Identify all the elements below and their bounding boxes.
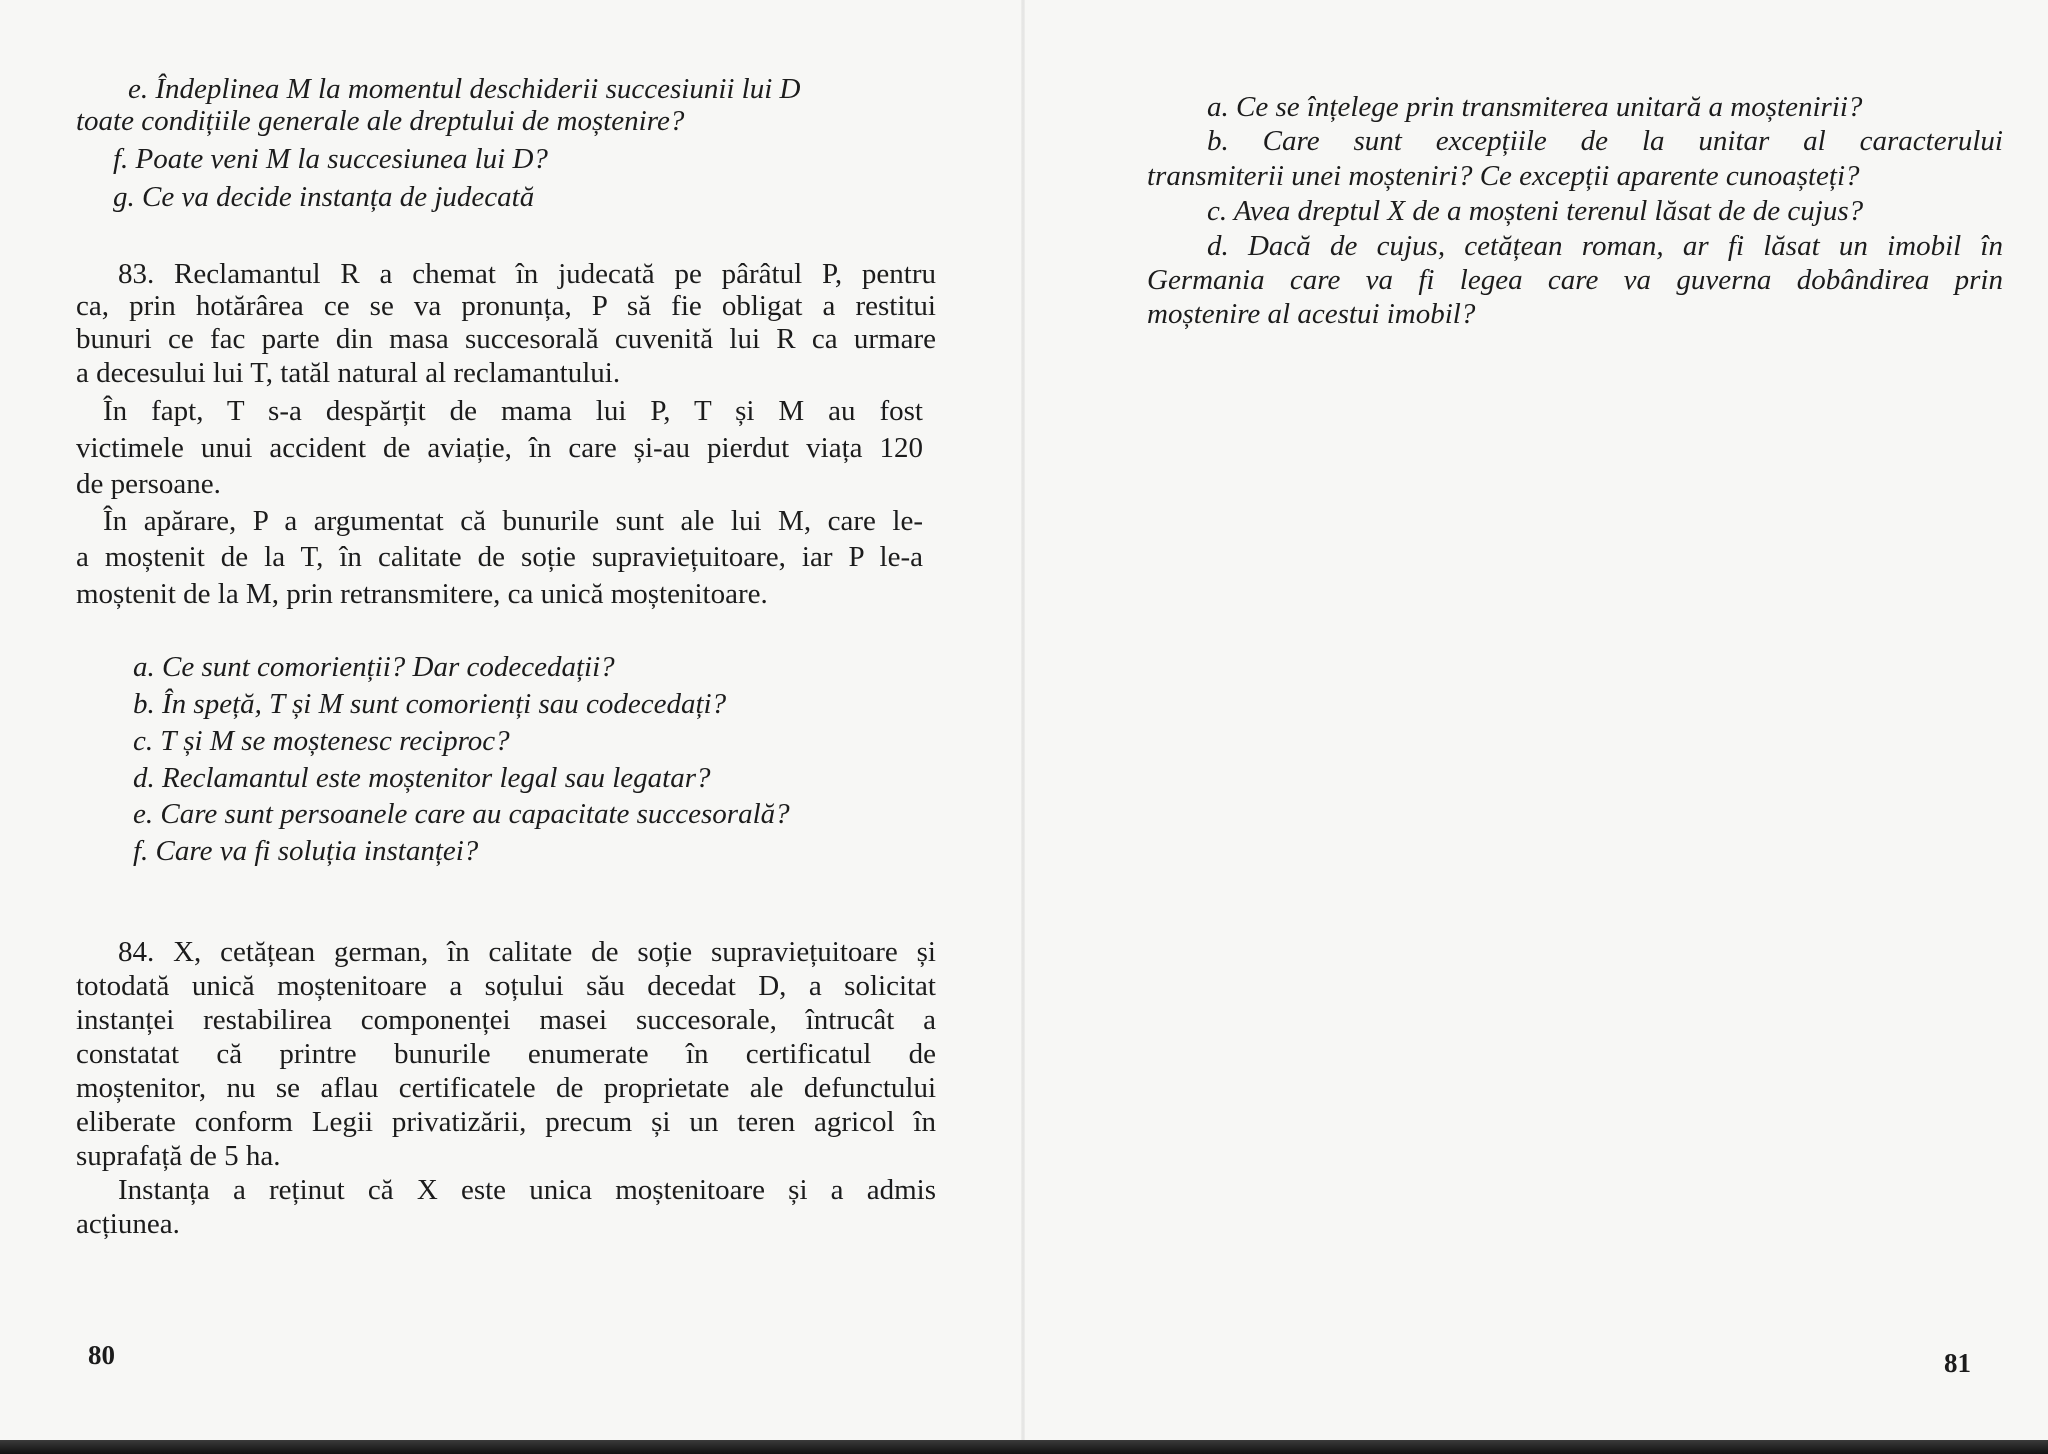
question-g: g. Ce va decide instanța de judecată [113, 181, 535, 213]
case-83-line-8: În apărare, P a argumentat că bunurile sunt ale lui M, care le- [103, 505, 923, 537]
case-83-question-e: e. Care sunt persoanele care au capacitate succesorală? [133, 798, 790, 830]
case-83-line-9: a moștenit de la T, în calitate de soție supraviețuitoare, iar P le-a [76, 541, 923, 573]
case-84-line-7: suprafață de 5 ha. [76, 1140, 281, 1172]
case-83-question-a: a. Ce sunt comorienții? Dar codecedații? [133, 651, 615, 683]
case-83-line-6: victimele unui accident de aviație, în care și-au pierdut viața 120 [76, 432, 923, 464]
right-question-b-line-1: b. Care sunt excepțiile de la unitar al caracterului [1207, 125, 2003, 157]
case-83-line-1: 83. Reclamantul R a chemat în judecată pe pârâtul P, pentru [118, 258, 936, 290]
case-84-line-5: moștenitor, nu se aflau certificatele de proprietate ale defunctului [76, 1072, 936, 1104]
right-question-b-line-2: transmiterii unei moșteniri? Ce excepții aparente cunoașteți? [1147, 160, 1860, 192]
case-84-line-8: Instanța a reținut că X este unica moștenitoare și a admis [118, 1174, 936, 1206]
case-83-question-b: b. În speță, T și M sunt comorienți sau codecedați? [133, 688, 727, 720]
right-question-d-line-1: d. Dacă de cujus, cetățean roman, ar fi lăsat un imobil în [1207, 230, 2003, 262]
right-question-c: c. Avea dreptul X de a moșteni terenul lăsat de de cujus? [1207, 195, 1864, 227]
case-83-line-2: ca, prin hotărârea ce se va pronunța, P să fie obligat a restitui [76, 290, 936, 322]
page-number-right: 81 [1944, 1348, 1971, 1378]
case-83-question-c: c. T și M se moștenesc reciproc? [133, 725, 510, 757]
book-bottom-edge [0, 1440, 2048, 1454]
right-question-d-line-3: moștenire al acestui imobil? [1147, 298, 1476, 330]
case-84-line-1: 84. X, cetățean german, în calitate de soție supraviețuitoare și [118, 936, 936, 968]
case-83-line-5: În fapt, T s-a despărțit de mama lui P, T și M au fost [103, 395, 923, 427]
case-83-question-f: f. Care va fi soluția instanței? [133, 835, 479, 867]
right-question-d-line-2: Germania care va fi legea care va guverna dobândirea prin [1147, 264, 2003, 296]
case-84-line-2: totodată unică moștenitoare a soțului său decedat D, a solicitat [76, 970, 936, 1002]
case-84-line-3: instanței restabilirea componenței masei succesorale, întrucât a [76, 1004, 936, 1036]
case-83-line-7: de persoane. [76, 468, 221, 500]
right-question-a: a. Ce se înțelege prin transmiterea unitară a moștenirii? [1207, 91, 1863, 123]
case-83-line-3: bunuri ce fac parte din masa succesorală cuvenită lui R ca urmare [76, 323, 936, 355]
question-e-line-1: e. Îndeplinea M la momentul deschiderii succesiunii lui D [128, 73, 801, 105]
case-83-line-10: moștenit de la M, prin retransmitere, ca unică moștenitoare. [76, 578, 768, 610]
case-84-line-4: constatat că printre bunurile enumerate în certificatul de [76, 1038, 936, 1070]
case-84-line-6: eliberate conform Legii privatizării, precum și un teren agricol în [76, 1106, 936, 1138]
right-page [1024, 0, 2048, 1454]
case-83-line-4: a decesului lui T, tatăl natural al reclamantului. [76, 357, 621, 389]
question-e-line-2: toate condițiile generale ale dreptului de moștenire? [76, 105, 685, 137]
case-84-line-9: acțiunea. [76, 1208, 180, 1240]
case-83-question-d: d. Reclamantul este moștenitor legal sau legatar? [133, 762, 711, 794]
question-f: f. Poate veni M la succesiunea lui D? [113, 143, 548, 175]
page-number-left: 80 [88, 1340, 115, 1370]
